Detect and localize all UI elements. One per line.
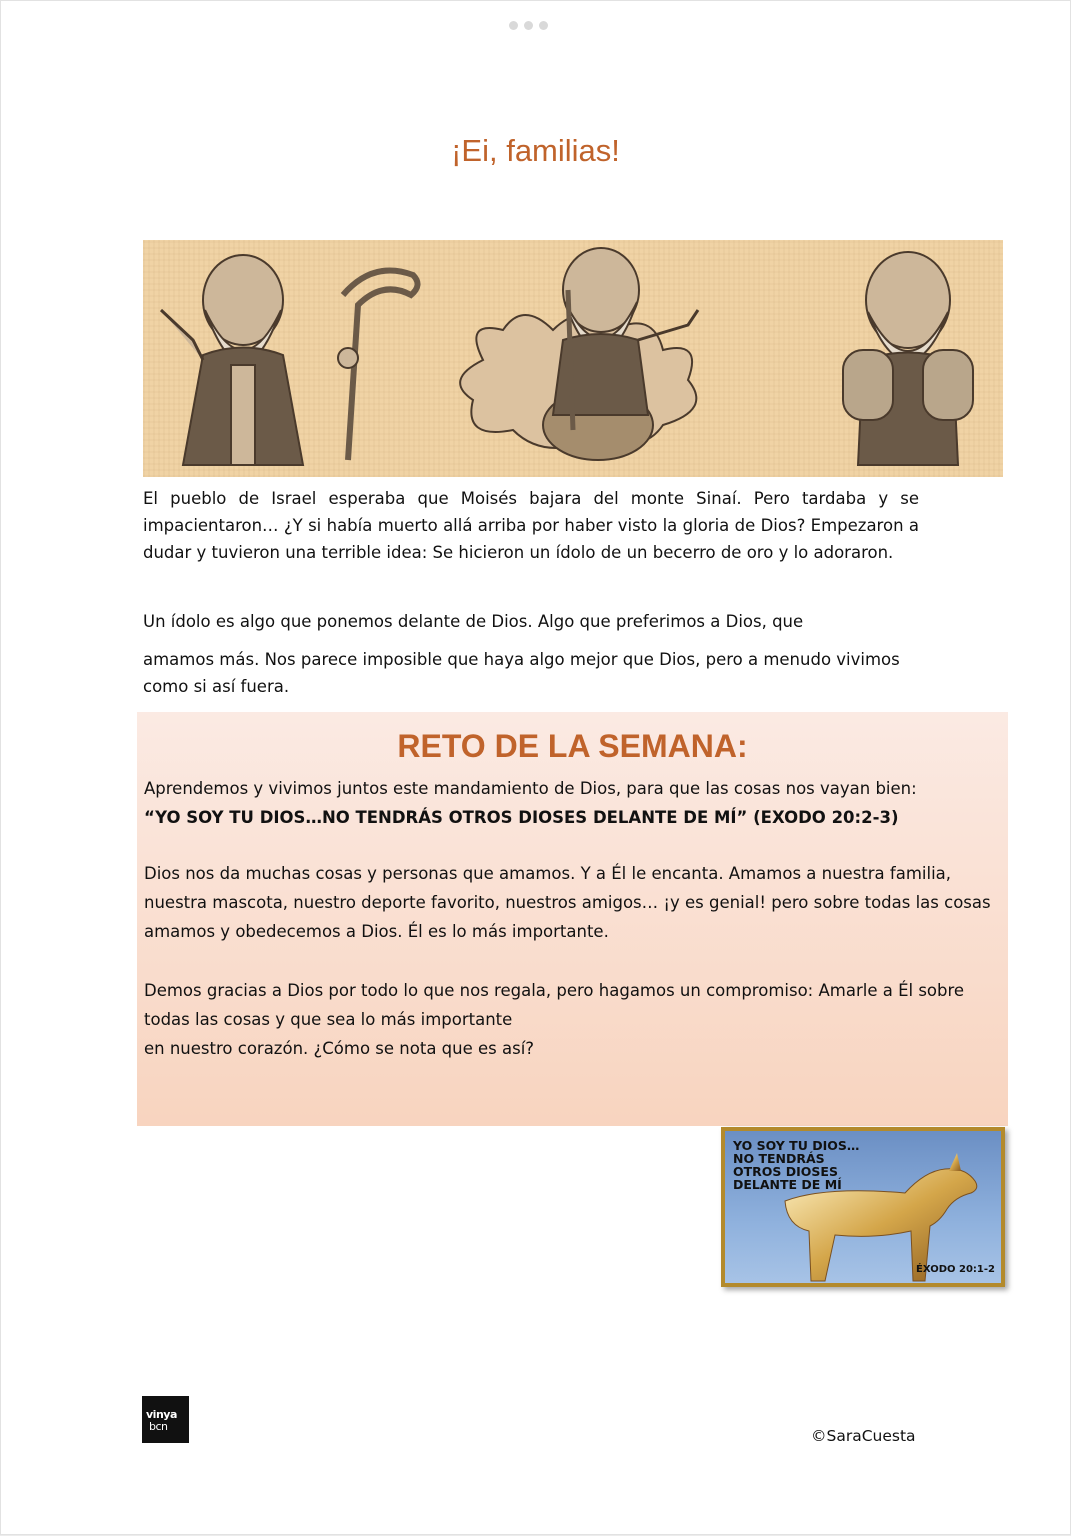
vinya-bcn-logo — [142, 1396, 189, 1443]
commitment-paragraph — [144, 976, 1002, 1063]
dot-icon — [524, 21, 533, 30]
calf-card-text: YO SOY TU DIOS… NO TENDRÁS OTROS DIOSES DELANTE DE MÍ — [733, 1138, 860, 1192]
challenge-intro — [144, 774, 1002, 832]
moses-illustration — [143, 240, 1003, 477]
idol-definition-paragraph: Un ídolo es algo que ponemos delante de Dios. Algo que preferimos a Dios, que — [143, 612, 804, 631]
commitment-text: Demos gracias a Dios por todo lo que nos regala, pero hagamos un compromiso: Amarle a Él sobre todas las cosas y que sea lo más importante — [144, 981, 965, 1029]
dot-icon — [539, 21, 548, 30]
copyright-text: ©SaraCuesta — [811, 1427, 916, 1445]
moses-with-tablets-figure — [843, 252, 973, 465]
challenge-intro-text: Aprendemos y vivimos juntos este mandamiento de Dios, para que las cosas nos vayan bien: — [144, 779, 917, 798]
moses-with-staff-figure — [161, 255, 418, 465]
commitment-question: en nuestro corazón. ¿Cómo se nota que es así? — [144, 1039, 535, 1058]
logo-line2: bcn — [149, 1420, 168, 1433]
page-title: ¡Ei, familias! — [451, 133, 620, 168]
moses-figures-image — [143, 240, 1003, 477]
weekly-challenge-box — [137, 712, 1008, 1126]
idol-explanation-paragraph: amamos más. Nos parece imposible que haya algo mejor que Dios, pero a menudo vivimos como si así fuera. — [143, 650, 900, 696]
logo-line1: vinya — [146, 1408, 177, 1421]
challenge-paragraph: Dios nos da muchas cosas y personas que amamos. Y a Él le encanta. Amamos a nuestra familia, nuestra mascota, nuestro deporte favorito, nuestros amigos… ¡y es genial! pero sobre todas las cosas amamos y obedecemos a Dios. Él es lo más importante. — [144, 864, 991, 941]
page-options-indicator[interactable] — [509, 21, 548, 30]
calf-card-reference: ÉXODO 20:1-2 — [916, 1264, 995, 1275]
moses-parting-sea-figure — [460, 248, 698, 460]
golden-calf-card — [721, 1127, 1005, 1287]
story-paragraph: El pueblo de Israel esperaba que Moisés bajara del monte Sinaí. Pero tardaba y se impacientaron… ¿Y si había muerto allá arriba por haber visto la gloria de Dios? Empezaron a dudar y tuvieron una terrible idea: Se hicieron un ídolo de un becerro de oro y lo adoraron. — [143, 489, 919, 562]
commandment-text: “YO SOY TU DIOS…NO TENDRÁS OTROS DIOSES DELANTE DE MÍ” (EXODO 20:2-3) — [144, 808, 899, 827]
dot-icon — [509, 21, 518, 30]
challenge-title: RETO DE LA SEMANA: — [397, 728, 748, 764]
